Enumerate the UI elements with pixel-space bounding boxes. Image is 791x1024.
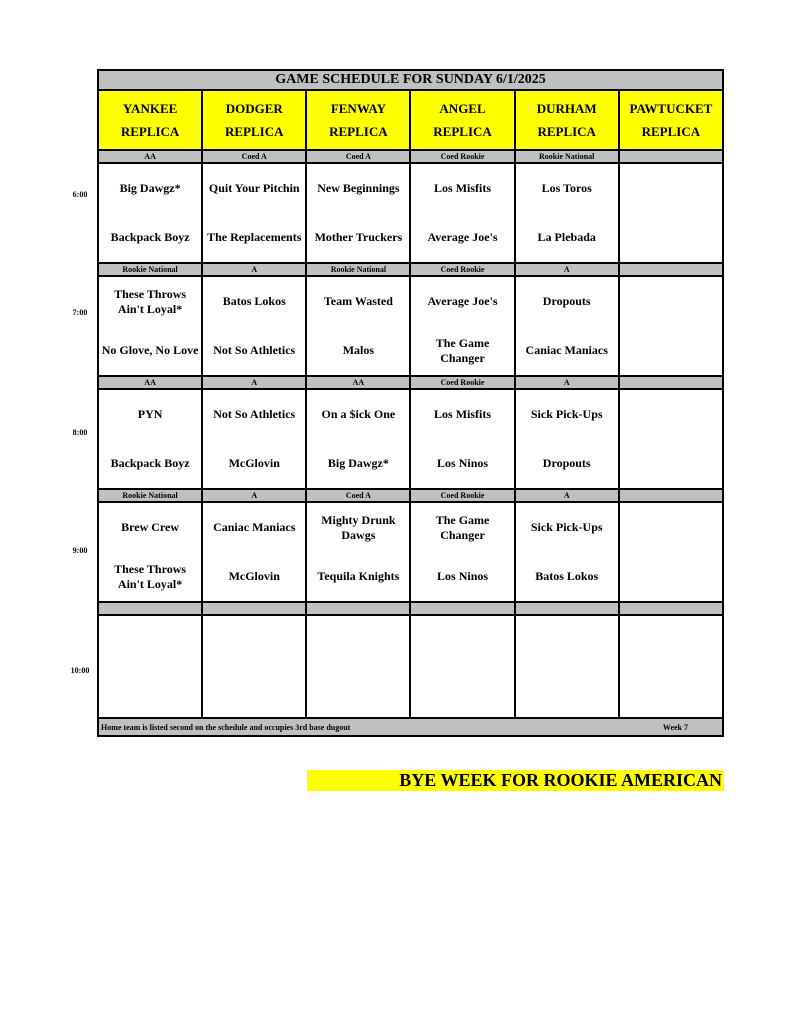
home-team: Tequila Knights bbox=[317, 569, 400, 583]
time-slot-row bbox=[98, 276, 723, 376]
away-team bbox=[620, 164, 722, 213]
field-name: DODGER bbox=[225, 101, 283, 116]
away-team: The Game Changer bbox=[435, 512, 490, 542]
home-team: Los Ninos bbox=[437, 569, 489, 583]
time-slot-row bbox=[98, 615, 723, 718]
game-cell bbox=[515, 276, 619, 376]
time-label: 7:00 bbox=[72, 308, 88, 317]
field-name: DURHAM bbox=[536, 101, 597, 116]
division-row bbox=[98, 602, 723, 615]
division-label: AA bbox=[306, 376, 410, 389]
footer-note: Home team is listed second on the schedule and occupies 3rd base dugout bbox=[101, 722, 351, 732]
division-label: Coed Rookie bbox=[410, 150, 514, 163]
division-label bbox=[619, 376, 723, 389]
division-row bbox=[98, 489, 723, 502]
game-cell bbox=[202, 502, 306, 602]
game-cell bbox=[306, 502, 410, 602]
game-cell bbox=[98, 163, 202, 263]
field-header bbox=[202, 90, 306, 150]
field-header bbox=[410, 90, 514, 150]
home-team: The Replacements bbox=[207, 230, 302, 244]
away-team bbox=[411, 618, 513, 667]
division-label bbox=[98, 602, 202, 615]
home-team: No Glove, No Love bbox=[101, 343, 199, 357]
field-subtitle: REPLICA bbox=[433, 124, 492, 139]
time-slot-row bbox=[98, 163, 723, 263]
game-cell bbox=[306, 163, 410, 263]
home-team: These Throws Ain't Loyal* bbox=[114, 561, 187, 591]
field-header bbox=[306, 90, 410, 150]
away-team: Big Dawgz* bbox=[119, 181, 181, 195]
division-label bbox=[410, 602, 514, 615]
division-label: A bbox=[515, 376, 619, 389]
home-team: Caniac Maniacs bbox=[525, 343, 608, 357]
division-label: Rookie National bbox=[306, 263, 410, 276]
home-team: Los Ninos bbox=[437, 456, 489, 470]
game-cell bbox=[202, 163, 306, 263]
division-row bbox=[98, 263, 723, 276]
home-team: Batos Lokos bbox=[535, 569, 599, 583]
away-team: Los Misfits bbox=[434, 181, 492, 195]
field-header bbox=[619, 90, 723, 150]
division-label: Coed A bbox=[202, 150, 306, 163]
division-label bbox=[619, 150, 723, 163]
division-label: Coed A bbox=[306, 150, 410, 163]
home-team: Dropouts bbox=[542, 456, 591, 470]
home-team: Backpack Boyz bbox=[110, 230, 190, 244]
time-label: 10:00 bbox=[70, 666, 90, 675]
game-cell bbox=[410, 276, 514, 376]
home-team: La Plebada bbox=[537, 230, 596, 244]
division-label: AA bbox=[98, 150, 202, 163]
field-name: PAWTUCKET bbox=[629, 101, 713, 116]
game-cell bbox=[98, 615, 202, 718]
away-team: PYN bbox=[137, 407, 163, 421]
home-team bbox=[411, 667, 513, 716]
away-team bbox=[99, 618, 201, 667]
division-label: A bbox=[515, 489, 619, 502]
field-subtitle: REPLICA bbox=[329, 124, 388, 139]
away-team: Los Misfits bbox=[434, 407, 492, 421]
field-subtitle: REPLICA bbox=[224, 124, 284, 139]
division-label bbox=[202, 602, 306, 615]
away-team: Batos Lokos bbox=[222, 294, 286, 308]
game-cell bbox=[410, 389, 514, 489]
time-slot-row bbox=[98, 389, 723, 489]
division-label: Rookie National bbox=[515, 150, 619, 163]
footer-bar bbox=[98, 718, 723, 736]
game-cell bbox=[515, 502, 619, 602]
away-team: Quit Your Pitchin bbox=[208, 181, 300, 195]
home-team bbox=[620, 326, 722, 375]
away-team: Average Joe's bbox=[427, 294, 498, 308]
away-team: Los Toros bbox=[541, 181, 592, 195]
game-cell bbox=[202, 276, 306, 376]
game-cell bbox=[619, 502, 723, 602]
bye-week-banner: BYE WEEK FOR ROOKIE AMERICAN bbox=[307, 770, 724, 791]
game-cell bbox=[306, 615, 410, 718]
schedule-table bbox=[97, 69, 724, 737]
division-label: A bbox=[515, 263, 619, 276]
game-cell bbox=[410, 163, 514, 263]
division-label: Coed Rookie bbox=[410, 376, 514, 389]
week-label: Week 7 bbox=[662, 722, 688, 732]
division-label: Rookie National bbox=[98, 489, 202, 502]
field-name: YANKEE bbox=[122, 101, 178, 116]
away-team: On a $ick One bbox=[321, 407, 396, 421]
home-team: Not So Athletics bbox=[213, 343, 296, 357]
home-team: McGlovin bbox=[228, 456, 280, 470]
home-team bbox=[203, 667, 305, 716]
home-team bbox=[620, 213, 722, 262]
game-cell bbox=[619, 389, 723, 489]
away-team: Caniac Maniacs bbox=[213, 520, 296, 534]
home-team bbox=[99, 667, 201, 716]
game-cell bbox=[410, 502, 514, 602]
game-cell bbox=[306, 389, 410, 489]
division-label: A bbox=[202, 263, 306, 276]
home-team: The Game Changer bbox=[435, 335, 490, 365]
game-cell bbox=[98, 389, 202, 489]
schedule-title: GAME SCHEDULE FOR SUNDAY 6/1/2025 bbox=[98, 70, 723, 90]
division-label: Rookie National bbox=[98, 263, 202, 276]
game-cell bbox=[619, 163, 723, 263]
division-label bbox=[515, 602, 619, 615]
home-team: Big Dawgz* bbox=[327, 456, 389, 470]
game-cell bbox=[515, 163, 619, 263]
game-cell bbox=[515, 615, 619, 718]
home-team bbox=[620, 439, 722, 488]
field-header bbox=[98, 90, 202, 150]
division-label: A bbox=[202, 376, 306, 389]
division-label bbox=[619, 489, 723, 502]
game-cell bbox=[98, 502, 202, 602]
away-team: These Throws Ain't Loyal* bbox=[114, 286, 187, 316]
division-label: Coed Rookie bbox=[410, 489, 514, 502]
away-team: Sick Pick-Ups bbox=[530, 520, 603, 534]
away-team: Not So Athletics bbox=[213, 407, 296, 421]
field-header bbox=[515, 90, 619, 150]
field-name: FENWAY bbox=[330, 101, 386, 116]
field-subtitle: REPLICA bbox=[537, 124, 596, 139]
home-team: Malos bbox=[342, 343, 375, 357]
home-team: Mother Truckers bbox=[314, 230, 403, 244]
away-team bbox=[203, 618, 305, 667]
away-team bbox=[516, 618, 618, 667]
time-label: 8:00 bbox=[72, 428, 88, 437]
home-team bbox=[307, 667, 409, 716]
game-cell bbox=[98, 276, 202, 376]
home-team bbox=[620, 667, 722, 716]
division-label bbox=[619, 602, 723, 615]
away-team: Mighty Drunk Dawgs bbox=[321, 512, 396, 542]
away-team: New Beginnings bbox=[317, 181, 400, 195]
away-team: Team Wasted bbox=[323, 294, 393, 308]
game-cell bbox=[202, 389, 306, 489]
division-label: A bbox=[202, 489, 306, 502]
game-cell bbox=[306, 276, 410, 376]
away-team: Dropouts bbox=[542, 294, 591, 308]
game-cell bbox=[619, 615, 723, 718]
away-team bbox=[620, 503, 722, 552]
away-team bbox=[620, 618, 722, 667]
time-label: 9:00 bbox=[72, 546, 88, 555]
away-team bbox=[307, 618, 409, 667]
division-label: Coed Rookie bbox=[410, 263, 514, 276]
home-team: Average Joe's bbox=[427, 230, 498, 244]
game-cell bbox=[202, 615, 306, 718]
game-cell bbox=[410, 615, 514, 718]
division-label: Coed A bbox=[306, 489, 410, 502]
division-row bbox=[98, 376, 723, 389]
away-team bbox=[620, 390, 722, 439]
home-team bbox=[620, 552, 722, 601]
time-label: 6:00 bbox=[72, 190, 88, 199]
time-slot-row bbox=[98, 502, 723, 602]
home-team bbox=[516, 667, 618, 716]
field-subtitle: REPLICA bbox=[641, 124, 701, 139]
field-subtitle: REPLICA bbox=[120, 124, 180, 139]
away-team: Sick Pick-Ups bbox=[530, 407, 603, 421]
away-team: Brew Crew bbox=[121, 520, 180, 534]
game-cell bbox=[619, 276, 723, 376]
division-label: AA bbox=[98, 376, 202, 389]
field-name: ANGEL bbox=[439, 101, 486, 116]
game-cell bbox=[515, 389, 619, 489]
home-team: McGlovin bbox=[228, 569, 280, 583]
division-label bbox=[619, 263, 723, 276]
home-team: Backpack Boyz bbox=[110, 456, 190, 470]
division-label bbox=[306, 602, 410, 615]
division-row bbox=[98, 150, 723, 163]
away-team bbox=[620, 277, 722, 326]
